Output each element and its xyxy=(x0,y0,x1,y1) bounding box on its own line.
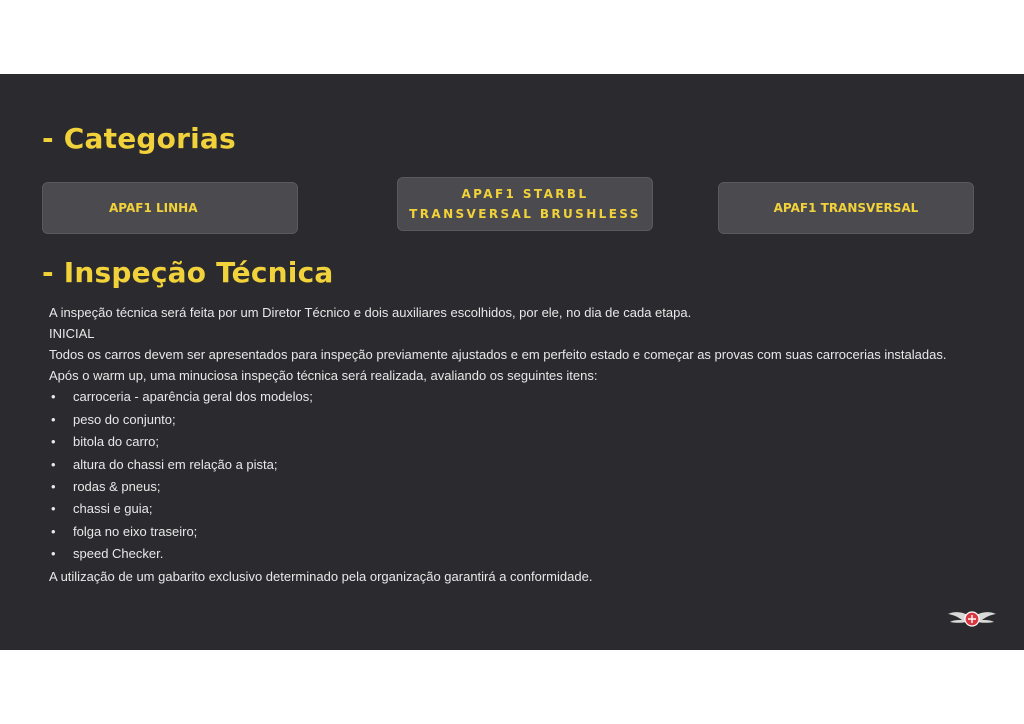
category-label: APAF1 TRANSVERSAL xyxy=(773,201,919,215)
warmup-paragraph: Após o warm up, uma minuciosa inspeção técnica será realizada, avaliando os seguintes itens: xyxy=(49,368,598,384)
category-box-transversal xyxy=(718,182,974,234)
category-box-linha xyxy=(42,182,298,234)
inspection-heading: - Inspeção Técnica xyxy=(42,256,334,289)
list-item: • carroceria - aparência geral dos modelos; xyxy=(49,389,949,405)
list-item: • peso do conjunto; xyxy=(49,412,949,428)
list-item: • altura do chassi em relação a pista; xyxy=(49,457,949,473)
winged-emblem-icon xyxy=(946,603,998,633)
category-label-line2: TRANSVERSAL BRUSHLESS xyxy=(409,207,641,221)
list-item: • rodas & pneus; xyxy=(49,479,949,495)
cars-paragraph: Todos os carros devem ser apresentados para inspeção previamente ajustados e em perfeito estado e começar as provas com suas carrocerias instaladas. xyxy=(49,347,947,363)
slide xyxy=(0,74,1024,650)
category-box-starbl xyxy=(397,177,653,231)
category-label-line1: APAF1 STARBL xyxy=(461,187,589,201)
inspection-items-list xyxy=(49,389,949,561)
list-item: • folga no eixo traseiro; xyxy=(49,524,949,540)
inspection-body xyxy=(49,305,949,590)
list-item: • speed Checker. xyxy=(49,546,949,562)
list-item: • bitola do carro; xyxy=(49,434,949,450)
initial-label: INICIAL xyxy=(49,326,95,342)
category-label: APAF1 LINHA xyxy=(109,201,198,215)
closing-paragraph: A utilização de um gabarito exclusivo determinado pela organização garantirá a conformidade. xyxy=(49,568,593,584)
categories-heading: - Categorias xyxy=(42,122,236,155)
list-item: • chassi e guia; xyxy=(49,501,949,517)
intro-paragraph: A inspeção técnica será feita por um Diretor Técnico e dois auxiliares escolhidos, por ele, no dia de cada etapa. xyxy=(49,305,692,320)
